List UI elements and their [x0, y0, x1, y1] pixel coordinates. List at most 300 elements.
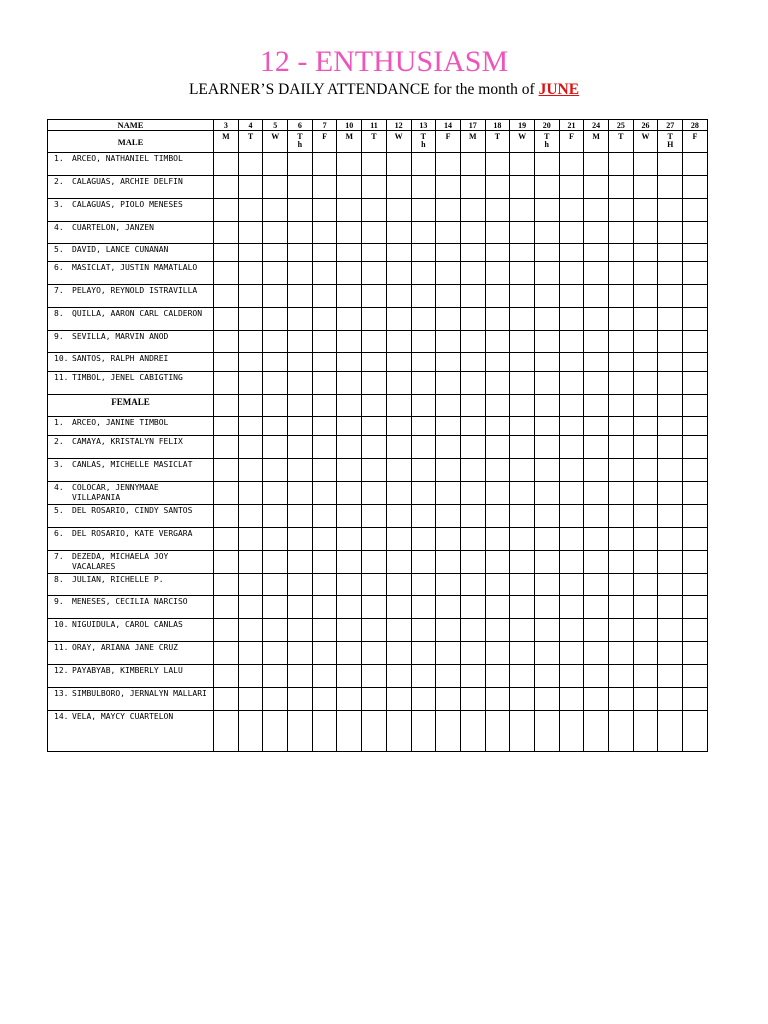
attendance-cell[interactable]: [386, 688, 411, 711]
attendance-cell[interactable]: [386, 642, 411, 665]
attendance-cell[interactable]: [460, 417, 485, 436]
attendance-cell[interactable]: [683, 308, 708, 331]
attendance-cell[interactable]: [633, 331, 658, 353]
attendance-cell[interactable]: [436, 596, 461, 619]
attendance-cell[interactable]: [584, 688, 609, 711]
attendance-cell[interactable]: [658, 331, 683, 353]
attendance-cell[interactable]: [609, 688, 634, 711]
attendance-cell[interactable]: [436, 372, 461, 395]
attendance-cell[interactable]: [584, 459, 609, 482]
attendance-cell[interactable]: [510, 482, 535, 505]
attendance-cell[interactable]: [534, 285, 559, 308]
attendance-cell[interactable]: [436, 482, 461, 505]
attendance-cell[interactable]: [263, 244, 288, 262]
attendance-cell[interactable]: [214, 285, 239, 308]
attendance-cell[interactable]: [411, 436, 436, 459]
attendance-cell[interactable]: [559, 176, 584, 199]
attendance-cell[interactable]: [485, 244, 510, 262]
attendance-cell[interactable]: [337, 551, 362, 574]
attendance-cell[interactable]: [609, 436, 634, 459]
attendance-cell[interactable]: [362, 262, 387, 285]
attendance-cell[interactable]: [411, 688, 436, 711]
attendance-cell[interactable]: [534, 436, 559, 459]
attendance-cell[interactable]: [288, 199, 313, 222]
attendance-cell[interactable]: [633, 551, 658, 574]
attendance-cell[interactable]: [683, 574, 708, 596]
attendance-cell[interactable]: [683, 459, 708, 482]
attendance-cell[interactable]: [411, 199, 436, 222]
attendance-cell[interactable]: [683, 665, 708, 688]
attendance-cell[interactable]: [510, 459, 535, 482]
attendance-cell[interactable]: [510, 711, 535, 752]
attendance-cell[interactable]: [460, 596, 485, 619]
attendance-cell[interactable]: [312, 642, 337, 665]
attendance-cell[interactable]: [362, 551, 387, 574]
attendance-cell[interactable]: [362, 417, 387, 436]
attendance-cell[interactable]: [288, 331, 313, 353]
attendance-cell[interactable]: [584, 619, 609, 642]
attendance-cell[interactable]: [633, 372, 658, 395]
attendance-cell[interactable]: [584, 199, 609, 222]
attendance-cell[interactable]: [485, 711, 510, 752]
attendance-cell[interactable]: [534, 482, 559, 505]
attendance-cell[interactable]: [584, 153, 609, 176]
attendance-cell[interactable]: [485, 153, 510, 176]
attendance-cell[interactable]: [436, 153, 461, 176]
attendance-cell[interactable]: [559, 528, 584, 551]
attendance-cell[interactable]: [460, 619, 485, 642]
attendance-cell[interactable]: [288, 372, 313, 395]
attendance-cell[interactable]: [485, 574, 510, 596]
attendance-cell[interactable]: [683, 153, 708, 176]
attendance-cell[interactable]: [510, 372, 535, 395]
attendance-cell[interactable]: [263, 199, 288, 222]
attendance-cell[interactable]: [485, 619, 510, 642]
attendance-cell[interactable]: [658, 711, 683, 752]
attendance-cell[interactable]: [510, 199, 535, 222]
attendance-cell[interactable]: [337, 176, 362, 199]
attendance-cell[interactable]: [485, 665, 510, 688]
attendance-cell[interactable]: [337, 482, 362, 505]
attendance-cell[interactable]: [238, 372, 263, 395]
attendance-cell[interactable]: [609, 505, 634, 528]
attendance-cell[interactable]: [312, 596, 337, 619]
attendance-cell[interactable]: [238, 436, 263, 459]
attendance-cell[interactable]: [460, 505, 485, 528]
attendance-cell[interactable]: [386, 619, 411, 642]
attendance-cell[interactable]: [683, 353, 708, 372]
attendance-cell[interactable]: [263, 285, 288, 308]
attendance-cell[interactable]: [683, 711, 708, 752]
attendance-cell[interactable]: [584, 596, 609, 619]
attendance-cell[interactable]: [337, 285, 362, 308]
attendance-cell[interactable]: [559, 711, 584, 752]
attendance-cell[interactable]: [214, 436, 239, 459]
attendance-cell[interactable]: [436, 505, 461, 528]
attendance-cell[interactable]: [411, 308, 436, 331]
attendance-cell[interactable]: [238, 711, 263, 752]
attendance-cell[interactable]: [238, 505, 263, 528]
attendance-cell[interactable]: [633, 528, 658, 551]
attendance-cell[interactable]: [312, 711, 337, 752]
attendance-cell[interactable]: [337, 711, 362, 752]
attendance-cell[interactable]: [386, 436, 411, 459]
attendance-cell[interactable]: [510, 642, 535, 665]
attendance-cell[interactable]: [683, 505, 708, 528]
attendance-cell[interactable]: [386, 262, 411, 285]
attendance-cell[interactable]: [214, 417, 239, 436]
attendance-cell[interactable]: [658, 688, 683, 711]
attendance-cell[interactable]: [337, 244, 362, 262]
attendance-cell[interactable]: [510, 596, 535, 619]
attendance-cell[interactable]: [584, 711, 609, 752]
attendance-cell[interactable]: [658, 574, 683, 596]
attendance-cell[interactable]: [436, 551, 461, 574]
attendance-cell[interactable]: [386, 665, 411, 688]
attendance-cell[interactable]: [658, 176, 683, 199]
attendance-cell[interactable]: [214, 372, 239, 395]
attendance-cell[interactable]: [609, 353, 634, 372]
attendance-cell[interactable]: [559, 308, 584, 331]
attendance-cell[interactable]: [312, 574, 337, 596]
attendance-cell[interactable]: [609, 308, 634, 331]
attendance-cell[interactable]: [683, 642, 708, 665]
attendance-cell[interactable]: [263, 308, 288, 331]
attendance-cell[interactable]: [584, 436, 609, 459]
attendance-cell[interactable]: [584, 665, 609, 688]
attendance-cell[interactable]: [559, 417, 584, 436]
attendance-cell[interactable]: [584, 176, 609, 199]
attendance-cell[interactable]: [534, 417, 559, 436]
attendance-cell[interactable]: [510, 417, 535, 436]
attendance-cell[interactable]: [658, 199, 683, 222]
attendance-cell[interactable]: [337, 528, 362, 551]
attendance-cell[interactable]: [633, 642, 658, 665]
attendance-cell[interactable]: [238, 331, 263, 353]
attendance-cell[interactable]: [214, 331, 239, 353]
attendance-cell[interactable]: [683, 417, 708, 436]
attendance-cell[interactable]: [312, 372, 337, 395]
attendance-cell[interactable]: [584, 372, 609, 395]
attendance-cell[interactable]: [411, 711, 436, 752]
attendance-cell[interactable]: [288, 574, 313, 596]
attendance-cell[interactable]: [658, 153, 683, 176]
attendance-cell[interactable]: [534, 244, 559, 262]
attendance-cell[interactable]: [559, 199, 584, 222]
attendance-cell[interactable]: [584, 642, 609, 665]
attendance-cell[interactable]: [386, 505, 411, 528]
attendance-cell[interactable]: [534, 642, 559, 665]
attendance-cell[interactable]: [288, 528, 313, 551]
attendance-cell[interactable]: [238, 222, 263, 244]
attendance-cell[interactable]: [238, 551, 263, 574]
attendance-cell[interactable]: [263, 331, 288, 353]
attendance-cell[interactable]: [510, 353, 535, 372]
attendance-cell[interactable]: [312, 688, 337, 711]
attendance-cell[interactable]: [485, 596, 510, 619]
attendance-cell[interactable]: [386, 528, 411, 551]
attendance-cell[interactable]: [288, 222, 313, 244]
attendance-cell[interactable]: [436, 417, 461, 436]
attendance-cell[interactable]: [288, 596, 313, 619]
attendance-cell[interactable]: [510, 331, 535, 353]
attendance-cell[interactable]: [534, 222, 559, 244]
attendance-cell[interactable]: [485, 285, 510, 308]
attendance-cell[interactable]: [411, 372, 436, 395]
attendance-cell[interactable]: [609, 619, 634, 642]
attendance-cell[interactable]: [386, 482, 411, 505]
attendance-cell[interactable]: [534, 574, 559, 596]
attendance-cell[interactable]: [288, 436, 313, 459]
attendance-cell[interactable]: [288, 482, 313, 505]
attendance-cell[interactable]: [238, 199, 263, 222]
attendance-cell[interactable]: [485, 505, 510, 528]
attendance-cell[interactable]: [214, 308, 239, 331]
attendance-cell[interactable]: [337, 436, 362, 459]
attendance-cell[interactable]: [288, 353, 313, 372]
attendance-cell[interactable]: [214, 244, 239, 262]
attendance-cell[interactable]: [411, 642, 436, 665]
attendance-cell[interactable]: [633, 353, 658, 372]
attendance-cell[interactable]: [534, 619, 559, 642]
attendance-cell[interactable]: [362, 596, 387, 619]
attendance-cell[interactable]: [263, 596, 288, 619]
attendance-cell[interactable]: [609, 711, 634, 752]
attendance-cell[interactable]: [411, 619, 436, 642]
attendance-cell[interactable]: [288, 711, 313, 752]
attendance-cell[interactable]: [609, 262, 634, 285]
attendance-cell[interactable]: [633, 711, 658, 752]
attendance-cell[interactable]: [633, 574, 658, 596]
attendance-cell[interactable]: [609, 244, 634, 262]
attendance-cell[interactable]: [362, 353, 387, 372]
attendance-cell[interactable]: [337, 642, 362, 665]
attendance-cell[interactable]: [460, 459, 485, 482]
attendance-cell[interactable]: [238, 417, 263, 436]
attendance-cell[interactable]: [559, 596, 584, 619]
attendance-cell[interactable]: [633, 505, 658, 528]
attendance-cell[interactable]: [460, 262, 485, 285]
attendance-cell[interactable]: [460, 353, 485, 372]
attendance-cell[interactable]: [362, 199, 387, 222]
attendance-cell[interactable]: [460, 153, 485, 176]
attendance-cell[interactable]: [263, 372, 288, 395]
attendance-cell[interactable]: [534, 596, 559, 619]
attendance-cell[interactable]: [312, 331, 337, 353]
attendance-cell[interactable]: [683, 436, 708, 459]
attendance-cell[interactable]: [658, 551, 683, 574]
attendance-cell[interactable]: [683, 244, 708, 262]
attendance-cell[interactable]: [436, 176, 461, 199]
attendance-cell[interactable]: [609, 176, 634, 199]
attendance-cell[interactable]: [263, 176, 288, 199]
attendance-cell[interactable]: [337, 153, 362, 176]
attendance-cell[interactable]: [559, 153, 584, 176]
attendance-cell[interactable]: [238, 153, 263, 176]
attendance-cell[interactable]: [411, 459, 436, 482]
attendance-cell[interactable]: [460, 528, 485, 551]
attendance-cell[interactable]: [214, 353, 239, 372]
attendance-cell[interactable]: [263, 574, 288, 596]
attendance-cell[interactable]: [633, 482, 658, 505]
attendance-cell[interactable]: [510, 308, 535, 331]
attendance-cell[interactable]: [386, 711, 411, 752]
attendance-cell[interactable]: [559, 665, 584, 688]
attendance-cell[interactable]: [214, 153, 239, 176]
attendance-cell[interactable]: [609, 331, 634, 353]
attendance-cell[interactable]: [214, 505, 239, 528]
attendance-cell[interactable]: [460, 331, 485, 353]
attendance-cell[interactable]: [214, 551, 239, 574]
attendance-cell[interactable]: [312, 285, 337, 308]
attendance-cell[interactable]: [658, 372, 683, 395]
attendance-cell[interactable]: [214, 262, 239, 285]
attendance-cell[interactable]: [658, 353, 683, 372]
attendance-cell[interactable]: [485, 222, 510, 244]
attendance-cell[interactable]: [584, 222, 609, 244]
attendance-cell[interactable]: [386, 551, 411, 574]
attendance-cell[interactable]: [559, 505, 584, 528]
attendance-cell[interactable]: [534, 505, 559, 528]
attendance-cell[interactable]: [584, 331, 609, 353]
attendance-cell[interactable]: [337, 353, 362, 372]
attendance-cell[interactable]: [312, 308, 337, 331]
attendance-cell[interactable]: [362, 711, 387, 752]
attendance-cell[interactable]: [658, 619, 683, 642]
attendance-cell[interactable]: [510, 665, 535, 688]
attendance-cell[interactable]: [288, 551, 313, 574]
attendance-cell[interactable]: [436, 244, 461, 262]
attendance-cell[interactable]: [436, 665, 461, 688]
attendance-cell[interactable]: [411, 353, 436, 372]
attendance-cell[interactable]: [485, 551, 510, 574]
attendance-cell[interactable]: [683, 482, 708, 505]
attendance-cell[interactable]: [214, 176, 239, 199]
attendance-cell[interactable]: [510, 176, 535, 199]
attendance-cell[interactable]: [238, 244, 263, 262]
attendance-cell[interactable]: [386, 372, 411, 395]
attendance-cell[interactable]: [609, 417, 634, 436]
attendance-cell[interactable]: [485, 353, 510, 372]
attendance-cell[interactable]: [510, 436, 535, 459]
attendance-cell[interactable]: [534, 331, 559, 353]
attendance-cell[interactable]: [609, 285, 634, 308]
attendance-cell[interactable]: [658, 459, 683, 482]
attendance-cell[interactable]: [658, 596, 683, 619]
attendance-cell[interactable]: [584, 353, 609, 372]
attendance-cell[interactable]: [510, 619, 535, 642]
attendance-cell[interactable]: [337, 372, 362, 395]
attendance-cell[interactable]: [584, 482, 609, 505]
attendance-cell[interactable]: [436, 436, 461, 459]
attendance-cell[interactable]: [633, 459, 658, 482]
attendance-cell[interactable]: [238, 176, 263, 199]
attendance-cell[interactable]: [288, 262, 313, 285]
attendance-cell[interactable]: [485, 331, 510, 353]
attendance-cell[interactable]: [584, 285, 609, 308]
attendance-cell[interactable]: [312, 551, 337, 574]
attendance-cell[interactable]: [485, 528, 510, 551]
attendance-cell[interactable]: [362, 528, 387, 551]
attendance-cell[interactable]: [362, 153, 387, 176]
attendance-cell[interactable]: [263, 665, 288, 688]
attendance-cell[interactable]: [559, 436, 584, 459]
attendance-cell[interactable]: [460, 372, 485, 395]
attendance-cell[interactable]: [658, 308, 683, 331]
attendance-cell[interactable]: [559, 372, 584, 395]
attendance-cell[interactable]: [362, 459, 387, 482]
attendance-cell[interactable]: [263, 711, 288, 752]
attendance-cell[interactable]: [485, 482, 510, 505]
attendance-cell[interactable]: [510, 505, 535, 528]
attendance-cell[interactable]: [584, 417, 609, 436]
attendance-cell[interactable]: [436, 353, 461, 372]
attendance-cell[interactable]: [534, 665, 559, 688]
attendance-cell[interactable]: [411, 222, 436, 244]
attendance-cell[interactable]: [436, 459, 461, 482]
attendance-cell[interactable]: [312, 176, 337, 199]
attendance-cell[interactable]: [485, 688, 510, 711]
attendance-cell[interactable]: [609, 372, 634, 395]
attendance-cell[interactable]: [534, 262, 559, 285]
attendance-cell[interactable]: [609, 459, 634, 482]
attendance-cell[interactable]: [658, 417, 683, 436]
attendance-cell[interactable]: [288, 153, 313, 176]
attendance-cell[interactable]: [683, 372, 708, 395]
attendance-cell[interactable]: [683, 596, 708, 619]
attendance-cell[interactable]: [386, 459, 411, 482]
attendance-cell[interactable]: [411, 285, 436, 308]
attendance-cell[interactable]: [238, 285, 263, 308]
attendance-cell[interactable]: [312, 153, 337, 176]
attendance-cell[interactable]: [362, 574, 387, 596]
attendance-cell[interactable]: [214, 528, 239, 551]
attendance-cell[interactable]: [485, 459, 510, 482]
attendance-cell[interactable]: [214, 619, 239, 642]
attendance-cell[interactable]: [214, 222, 239, 244]
attendance-cell[interactable]: [337, 199, 362, 222]
attendance-cell[interactable]: [609, 551, 634, 574]
attendance-cell[interactable]: [485, 642, 510, 665]
attendance-cell[interactable]: [510, 528, 535, 551]
attendance-cell[interactable]: [609, 222, 634, 244]
attendance-cell[interactable]: [633, 417, 658, 436]
attendance-cell[interactable]: [510, 688, 535, 711]
attendance-cell[interactable]: [238, 665, 263, 688]
attendance-cell[interactable]: [312, 665, 337, 688]
attendance-cell[interactable]: [263, 262, 288, 285]
attendance-cell[interactable]: [411, 665, 436, 688]
attendance-cell[interactable]: [411, 262, 436, 285]
attendance-cell[interactable]: [460, 308, 485, 331]
attendance-cell[interactable]: [386, 153, 411, 176]
attendance-cell[interactable]: [337, 505, 362, 528]
attendance-cell[interactable]: [584, 528, 609, 551]
attendance-cell[interactable]: [683, 688, 708, 711]
attendance-cell[interactable]: [362, 285, 387, 308]
attendance-cell[interactable]: [658, 505, 683, 528]
attendance-cell[interactable]: [460, 244, 485, 262]
attendance-cell[interactable]: [362, 176, 387, 199]
attendance-cell[interactable]: [485, 199, 510, 222]
attendance-cell[interactable]: [683, 176, 708, 199]
attendance-cell[interactable]: [609, 642, 634, 665]
attendance-cell[interactable]: [337, 619, 362, 642]
attendance-cell[interactable]: [263, 353, 288, 372]
attendance-cell[interactable]: [238, 459, 263, 482]
attendance-cell[interactable]: [312, 199, 337, 222]
attendance-cell[interactable]: [214, 665, 239, 688]
